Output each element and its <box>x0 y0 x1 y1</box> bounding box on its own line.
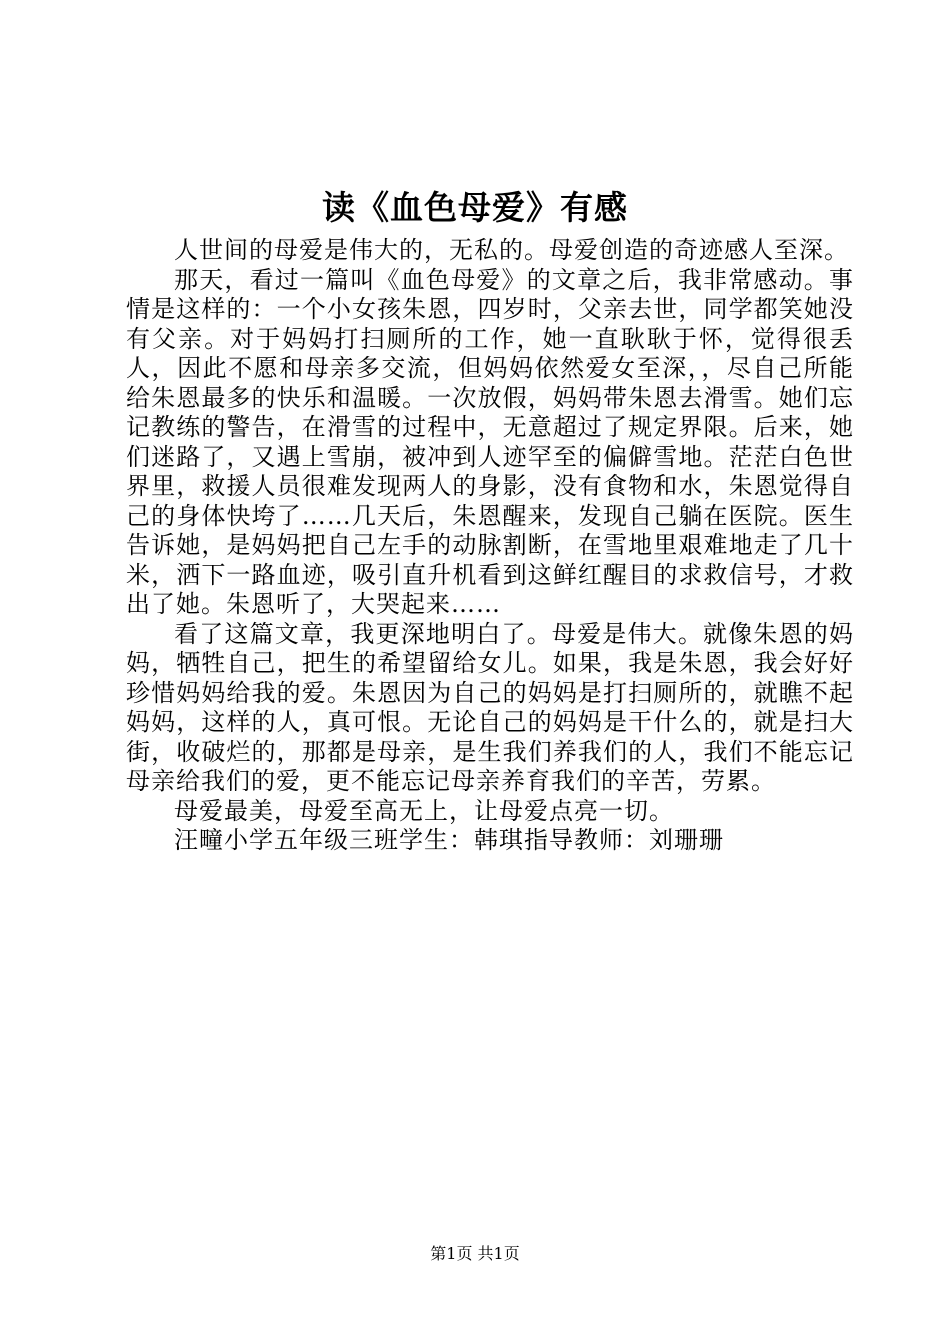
document-title: 读《血色母爱》有感 <box>322 188 628 227</box>
page-footer: 第1页 共1页 <box>430 1244 520 1263</box>
document-body <box>126 236 854 856</box>
paragraph-author: 汪疃小学五年级三班学生：韩琪指导教师：刘珊珊 <box>174 826 724 854</box>
paragraph-reflection: 看了这篇文章，我更深地明白了。母爱是伟大。就像朱恩的妈妈，牺牲自己，把生的希望留给女儿。如果，我是朱恩，我会好好珍惜妈妈给我的爱。朱恩因为自己的妈妈是打扫厕所的，就瞧不起妈妈，这样的人，真可恨。无论自己的妈妈是干什么的，就是扫大街，收破烂的，那都是母亲，是生我们养我们的人，我们不能忘记母亲给我们的爱，更不能忘记母亲养育我们的辛苦，劳累。 <box>126 619 854 795</box>
paragraph-conclusion: 母爱最美，母爱至高无上，让母爱点亮一切。 <box>174 796 674 825</box>
paragraph-intro: 人世间的母爱是伟大的，无私的。母爱创造的奇迹感人至深。 <box>174 236 849 264</box>
paragraph-story: 那天，看过一篇叫《血色母爱》的文章之后，我非常感动。事情是这样的：一个小女孩朱恩，四岁时，父亲去世，同学都笑她没有父亲。对于妈妈打扫厕所的工作，她一直耿耿于怀，觉得很丢人，因此不愿和母亲多交流，但妈妈依然爱女至深，，尽自己所能给朱恩最多的快乐和温暖。一次放假，妈妈带朱恩去滑雪。她们忘记教练的警告，在滑雪的过程中，无意超过了规定界限。后来，她们迷路了，又遇上雪崩，被冲到人迹罕至的偏僻雪地。茫茫白色世界里，救援人员很难发现两人的身影，没有食物和水，朱恩觉得自己的身体快垮了……几天后，朱恩醒来，发现自己躺在医院。医生告诉她，是妈妈把自己左手的动脉割断，在雪地里艰难地走了几十米，洒下一路血迹，吸引直升机看到这鲜红醒目的求救信号，才救出了她。朱恩听了，大哭起来…… <box>126 265 854 618</box>
